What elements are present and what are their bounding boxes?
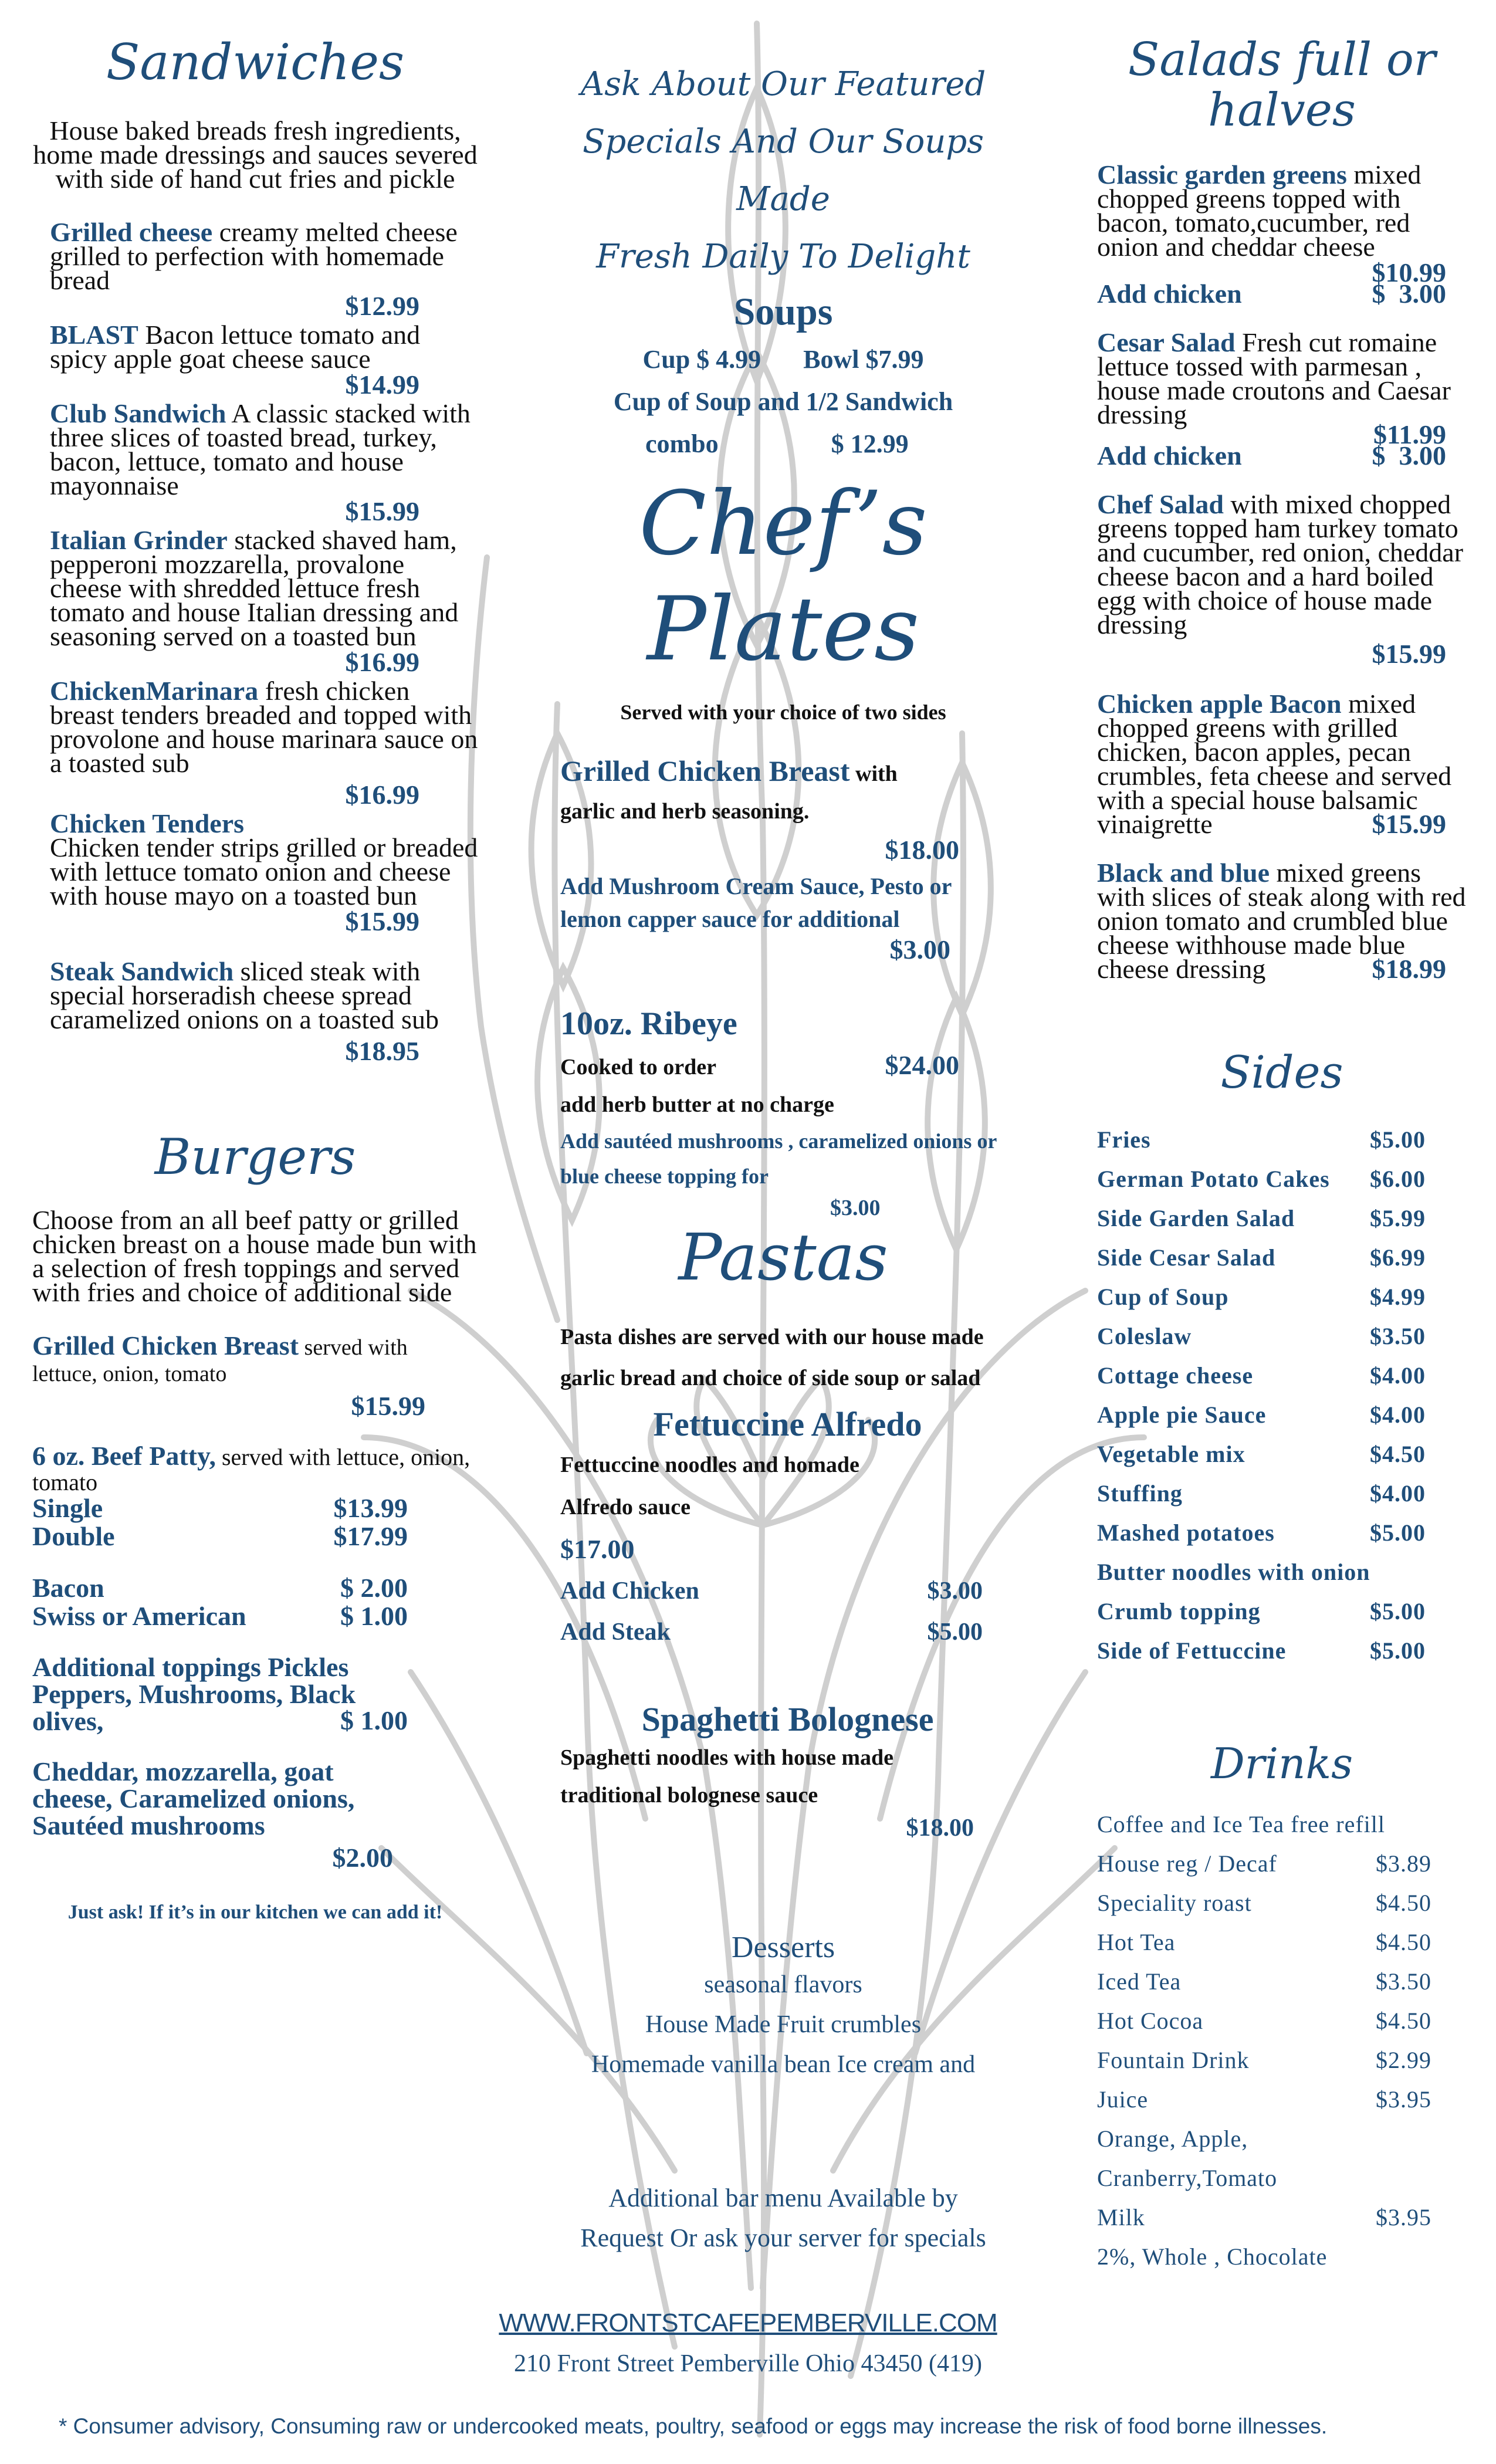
- item-desc: Cooked to order: [560, 1055, 716, 1079]
- item-desc: stacked shaved ham, pepperoni mozzarella, provalone cheese with shredded lettuce fresh tomato and house Italian dressing and seasoning served on a toasted bun: [50, 525, 459, 652]
- side-price: $4.00: [1370, 1480, 1426, 1507]
- menu-item: [1097, 688, 1467, 839]
- menu-item: [1097, 159, 1467, 309]
- featured-specials: [551, 56, 1015, 286]
- desserts-title: Desserts: [731, 1931, 835, 1964]
- menu-item: [32, 956, 478, 1067]
- item-price: $24.00: [885, 1050, 959, 1080]
- drink-row: [1097, 1962, 1431, 2001]
- sides-list: [1097, 1120, 1426, 1670]
- item-name: Classic garden greens: [1097, 159, 1347, 189]
- item-name: Grilled Chicken Breast: [32, 1330, 299, 1360]
- side-price: $6.00: [1370, 1166, 1426, 1193]
- item-name: Grilled cheese: [50, 217, 213, 248]
- menu-item: [32, 676, 478, 810]
- addon-price: $ 3.00: [1372, 278, 1446, 309]
- website-link[interactable]: [0, 2309, 1496, 2338]
- item-desc: fresh chicken breast tenders breaded and topped with provolone and house marinara sauce on a toasted sub: [50, 676, 478, 779]
- drink-row: [1097, 1844, 1431, 1883]
- item-desc: Bacon lettuce tomato and spicy apple goat cheese sauce: [50, 320, 421, 374]
- side-label: German Potato Cakes: [1097, 1166, 1330, 1193]
- ribeye-row: [560, 1048, 959, 1086]
- menu-item: [32, 525, 478, 678]
- item-price: $15.99: [345, 496, 419, 527]
- addon-row: [560, 1612, 983, 1653]
- size-label: Single: [32, 1492, 103, 1523]
- drink-price: $4.50: [1376, 1929, 1431, 1956]
- menu-item: [32, 1330, 478, 1421]
- item-note: add herb butter at no charge: [560, 1092, 834, 1117]
- drink-label: Juice: [1097, 2086, 1149, 2113]
- side-price: $4.99: [1370, 1284, 1426, 1311]
- bar-note-line: Additional bar menu Available by: [608, 2184, 958, 2212]
- side-label: Side Cesar Salad: [1097, 1244, 1276, 1271]
- premium-toppings: [32, 1758, 408, 1872]
- addon-row: [32, 1574, 408, 1602]
- sandwiches-intro: House baked breads fresh ingredients, home made dressings and sauces severed with side of hand cut fries and pickle: [33, 116, 478, 194]
- item-desc: Alfredo sauce: [560, 1495, 691, 1519]
- pasta-alfredo: [551, 1404, 1015, 1653]
- side-price: $6.99: [1370, 1244, 1426, 1271]
- drink-row: [1097, 2158, 1431, 2198]
- side-row: [1097, 1395, 1426, 1434]
- soup-prices: [551, 339, 1015, 381]
- item-addon: Add Mushroom Cream Sauce, Pesto or lemon capper sauce for additional: [560, 873, 952, 932]
- side-label: Side of Fettuccine: [1097, 1637, 1287, 1664]
- soup-combo: Cup of Soup and 1/2 Sandwich: [613, 387, 953, 416]
- item-price: $11.99: [1373, 419, 1446, 449]
- side-price: $3.50: [1370, 1323, 1426, 1350]
- item-desc: garlic and herb seasoning.: [560, 799, 810, 824]
- center-column: [551, 56, 1015, 2258]
- size-row: [32, 1494, 408, 1522]
- addon-row: [1097, 442, 1467, 470]
- addon-label: Bacon: [32, 1572, 104, 1603]
- item-name: Cesar Salad: [1097, 327, 1236, 357]
- item-name: Italian Grinder: [50, 525, 228, 556]
- item-price: $16.99: [345, 647, 419, 678]
- item-name: 6 oz. Beef Patty,: [32, 1440, 216, 1471]
- item-name: 10oz. Ribeye: [560, 1006, 737, 1042]
- item-addon: Add sautéed mushrooms , caramelized onions or blue cheese topping for: [560, 1129, 997, 1188]
- item-desc: Fettuccine noodles and homade: [560, 1453, 859, 1477]
- drink-price: $3.89: [1376, 1850, 1431, 1877]
- toppings: [32, 1651, 408, 1736]
- side-row: [1097, 1631, 1426, 1670]
- drink-label: Hot Cocoa: [1097, 2008, 1204, 2035]
- addon-price: $ 3.00: [1372, 440, 1446, 471]
- item-name: ChickenMarinara: [50, 676, 259, 706]
- addons: [32, 1574, 478, 1630]
- drink-row: [1097, 1805, 1431, 1844]
- menu-item: [1097, 857, 1467, 984]
- menu-item: [32, 1440, 478, 1551]
- pasta-bolognese: [551, 1700, 1015, 1842]
- drink-label: House reg / Decaf: [1097, 1850, 1277, 1877]
- size-label: Double: [32, 1521, 115, 1551]
- drink-price: $2.99: [1376, 2047, 1431, 2074]
- item-desc: mixed chopped greens with grilled chicken, bacon apples, pecan crumbles, feta cheese and served with a special house balsamic vinaigrette: [1097, 688, 1452, 839]
- addon-price: $3.00: [927, 1578, 983, 1605]
- drink-label: 2%, Whole , Chocolate: [1097, 2243, 1328, 2270]
- dessert-line: House Made Fruit crumbles: [645, 2011, 922, 2038]
- featured-line: Specials And Our Soups Made: [583, 123, 984, 218]
- side-price: $5.00: [1370, 1126, 1426, 1153]
- item-price: $12.99: [345, 291, 419, 321]
- side-row: [1097, 1513, 1426, 1552]
- side-label: Butter noodles with onion: [1097, 1559, 1370, 1586]
- item-price: $17.00: [560, 1534, 635, 1564]
- drink-label: Milk: [1097, 2204, 1145, 2231]
- drink-price: $4.50: [1376, 2008, 1431, 2035]
- side-label: Fries: [1097, 1126, 1151, 1153]
- item-desc: Fresh cut romaine lettuce tossed with parmesan , house made croutons and Caesar dressing: [1097, 327, 1451, 429]
- pastas-intro: Pasta dishes are served with our house made garlic bread and choice of side soup or salad: [560, 1325, 984, 1390]
- size-price: $17.99: [333, 1521, 408, 1551]
- drinks-title: Drinks: [1210, 1739, 1353, 1789]
- dessert-line: Homemade vanilla bean Ice cream and: [591, 2051, 976, 2078]
- pastas-title: Pastas: [678, 1220, 888, 1295]
- size-price: $13.99: [333, 1492, 408, 1523]
- chef-plate-chicken: [551, 754, 1015, 964]
- addon-price: $ 2.00: [340, 1572, 408, 1603]
- side-row: [1097, 1238, 1426, 1277]
- item-name: Black and blue: [1097, 857, 1270, 888]
- side-price: $5.99: [1370, 1205, 1426, 1232]
- drink-row: [1097, 2040, 1431, 2080]
- chefs-plates-title: Chef’s Plates: [639, 473, 928, 681]
- side-row: [1097, 1592, 1426, 1631]
- featured-line: Ask About Our Featured: [580, 65, 986, 103]
- drink-label: Fountain Drink: [1097, 2047, 1250, 2074]
- toppings-text: Additional toppings Pickles Peppers, Mushrooms, Black olives,: [32, 1651, 356, 1736]
- size-row: [32, 1522, 408, 1551]
- addon-label: Add Chicken: [560, 1578, 699, 1605]
- drink-price: $3.95: [1376, 2204, 1431, 2231]
- drink-price: $3.95: [1376, 2086, 1431, 2113]
- side-row: [1097, 1199, 1426, 1238]
- item-name: Chicken apple Bacon: [1097, 688, 1342, 719]
- addon-price: $ 1.00: [340, 1600, 408, 1631]
- desserts: [551, 1930, 1015, 2084]
- toppings-price: $ 1.00: [340, 1705, 408, 1735]
- drinks-list: [1097, 1805, 1431, 2276]
- item-desc: sliced steak with special horseradish cheese spread caramelized onions on a toasted sub: [50, 956, 439, 1035]
- item-desc: served with lettuce, onion, tomato: [32, 1335, 408, 1386]
- drink-row: [1097, 2237, 1431, 2276]
- burgers-title: Burgers: [154, 1128, 356, 1186]
- item-price: $16.99: [345, 780, 419, 810]
- side-row: [1097, 1434, 1426, 1474]
- soup-combo-price: $ 12.99: [831, 429, 909, 458]
- drink-label: Iced Tea: [1097, 1968, 1182, 1995]
- item-name: Steak Sandwich: [50, 956, 234, 987]
- burgers-intro: Choose from an all beef patty or grilled chicken breast on a house made bun with a selection of fresh toppings and served with fries and choice of additional side: [32, 1204, 477, 1307]
- menu-item: [1097, 327, 1467, 471]
- drink-row: [1097, 1883, 1431, 1923]
- side-label: Crumb topping: [1097, 1598, 1261, 1625]
- item-desc: mixed chopped greens topped with bacon, tomato,cucumber, red onion and cheddar cheese: [1097, 159, 1421, 262]
- drink-label: Speciality roast: [1097, 1890, 1252, 1917]
- soup-combo-label: combo: [645, 429, 719, 458]
- side-row: [1097, 1552, 1426, 1592]
- drink-row: [1097, 2001, 1431, 2040]
- left-column: [32, 35, 478, 1944]
- side-row: [1097, 1316, 1426, 1356]
- drink-row: [1097, 2198, 1431, 2237]
- soups-title: Soups: [733, 290, 833, 333]
- side-price: $5.00: [1370, 1519, 1426, 1546]
- consumer-advisory: * Consumer advisory, Consuming raw or undercooked meats, poultry, seafood or eggs may increase the risk of food borne illnesses.: [59, 2414, 1328, 2438]
- addon-label: Swiss or American: [32, 1600, 246, 1631]
- side-label: Vegetable mix: [1097, 1441, 1245, 1468]
- menu-item: [32, 320, 478, 400]
- item-price: $15.99: [345, 906, 419, 937]
- menu-item: [32, 217, 478, 321]
- side-price: $5.00: [1370, 1637, 1426, 1664]
- side-row: [1097, 1159, 1426, 1199]
- drink-label: Coffee and Ice Tea free refill: [1097, 1811, 1385, 1838]
- addon-row: [32, 1602, 408, 1630]
- addon-price: $5.00: [927, 1619, 983, 1646]
- item-price: $18.99: [1372, 953, 1446, 984]
- address: 210 Front Street Pemberville Ohio 43450 (419): [514, 2350, 982, 2377]
- featured-line: Fresh Daily To Delight: [596, 238, 970, 276]
- side-label: Coleslaw: [1097, 1323, 1192, 1350]
- website-url[interactable]: WWW.FRONTSTCAFEPEMBERVILLE.COM: [499, 2309, 997, 2337]
- item-desc: with: [849, 761, 898, 786]
- sides-title: Sides: [1220, 1045, 1343, 1098]
- side-price: $5.00: [1370, 1598, 1426, 1625]
- drink-label: Cranberry,Tomato: [1097, 2165, 1278, 2192]
- side-label: Mashed potatoes: [1097, 1519, 1275, 1546]
- premium-text: Cheddar, mozzarella, goat cheese, Caramelized onions, Sautéed mushrooms: [32, 1756, 355, 1840]
- item-name: Grilled Chicken Breast: [560, 754, 850, 787]
- addon-label: Add Steak: [560, 1619, 671, 1646]
- item-price: $14.99: [345, 370, 419, 400]
- side-label: Stuffing: [1097, 1480, 1183, 1507]
- side-price: $4.00: [1370, 1402, 1426, 1429]
- item-desc: Chicken tender strips grilled or breaded with lettuce tomato onion and cheese with house mayo on a toasted bun: [50, 832, 478, 911]
- drink-price: $3.50: [1376, 1968, 1431, 1995]
- drink-row: [1097, 1923, 1431, 1962]
- side-row: [1097, 1474, 1426, 1513]
- addon-price: $3.00: [889, 935, 950, 964]
- drink-price: $4.50: [1376, 1890, 1431, 1917]
- item-price: $18.00: [885, 835, 959, 865]
- item-price: $15.99: [1372, 808, 1446, 839]
- item-desc: Spaghetti noodles with house made: [560, 1745, 893, 1770]
- side-label: Cup of Soup: [1097, 1284, 1229, 1311]
- soup-combo-price-row: [551, 423, 1015, 465]
- menu-item: [1097, 489, 1467, 669]
- chefs-plates-subtitle: Served with your choice of two sides: [620, 700, 946, 724]
- item-price: $15.99: [351, 1390, 425, 1421]
- drink-row: [1097, 2080, 1431, 2119]
- item-desc: creamy melted cheese grilled to perfection with homemade bread: [50, 217, 458, 296]
- item-price: $18.95: [345, 1036, 419, 1067]
- bar-note: [551, 2178, 1015, 2258]
- side-label: Side Garden Salad: [1097, 1205, 1295, 1232]
- item-price: $15.99: [1372, 638, 1446, 669]
- sandwiches-title: Sandwiches: [106, 33, 405, 91]
- burgers-note: Just ask! If it’s in our kitchen we can add it!: [67, 1901, 443, 1923]
- item-name: Spaghetti Bolognese: [641, 1700, 934, 1738]
- side-row: [1097, 1120, 1426, 1159]
- premium-price: $2.00: [332, 1842, 393, 1873]
- drink-label: Hot Tea: [1097, 1929, 1176, 1956]
- drink-label: Orange, Apple,: [1097, 2125, 1248, 2152]
- addon-row: [560, 1571, 983, 1612]
- item-price: $18.00: [906, 1815, 974, 1842]
- side-label: Apple pie Sauce: [1097, 1402, 1267, 1429]
- addon-label: Add chicken: [1097, 278, 1242, 309]
- soup-cup: Cup $ 4.99: [642, 345, 761, 374]
- side-label: Cottage cheese: [1097, 1362, 1254, 1389]
- salads-title: Salads full or halves: [1128, 33, 1436, 137]
- item-desc: traditional bolognese sauce: [560, 1783, 818, 1808]
- item-desc: served with lettuce, onion, tomato: [32, 1443, 471, 1495]
- addon-row: [1097, 280, 1467, 308]
- side-price: $4.00: [1370, 1362, 1426, 1389]
- addon-price: $3.00: [830, 1196, 881, 1220]
- chef-plate-ribeye: [551, 1005, 1015, 1222]
- side-row: [1097, 1277, 1426, 1316]
- item-desc: A classic stacked with three slices of toasted bread, turkey, bacon, lettuce, tomato and house mayonnaise: [50, 398, 471, 501]
- item-name: Club Sandwich: [50, 398, 226, 429]
- addon-label: Add chicken: [1097, 440, 1242, 471]
- menu-item: [32, 398, 478, 527]
- drink-row: [1097, 2119, 1431, 2158]
- item-name: Fettuccine Alfredo: [653, 1405, 922, 1443]
- dessert-line: seasonal flavors: [704, 1971, 862, 1998]
- item-desc: mixed greens with slices of steak along with red onion tomato and crumbled blue cheese withhouse made blue cheese dressing: [1097, 857, 1466, 984]
- item-desc: with mixed chopped greens topped ham turkey tomato and cucumber, red onion, cheddar cheese bacon and a hard boiled egg with choice of house made dressing: [1097, 489, 1464, 639]
- side-row: [1097, 1356, 1426, 1395]
- item-name: BLAST: [50, 320, 138, 350]
- item-price: $10.99: [1372, 257, 1446, 287]
- soup-bowl: Bowl $7.99: [803, 345, 924, 374]
- item-name: Chef Salad: [1097, 489, 1224, 519]
- item-name: Chicken Tenders: [50, 808, 245, 839]
- bar-note-line: Request Or ask your server for specials: [580, 2223, 986, 2252]
- side-price: $4.50: [1370, 1441, 1426, 1468]
- right-column: [1097, 35, 1467, 2276]
- menu-item: [32, 808, 478, 937]
